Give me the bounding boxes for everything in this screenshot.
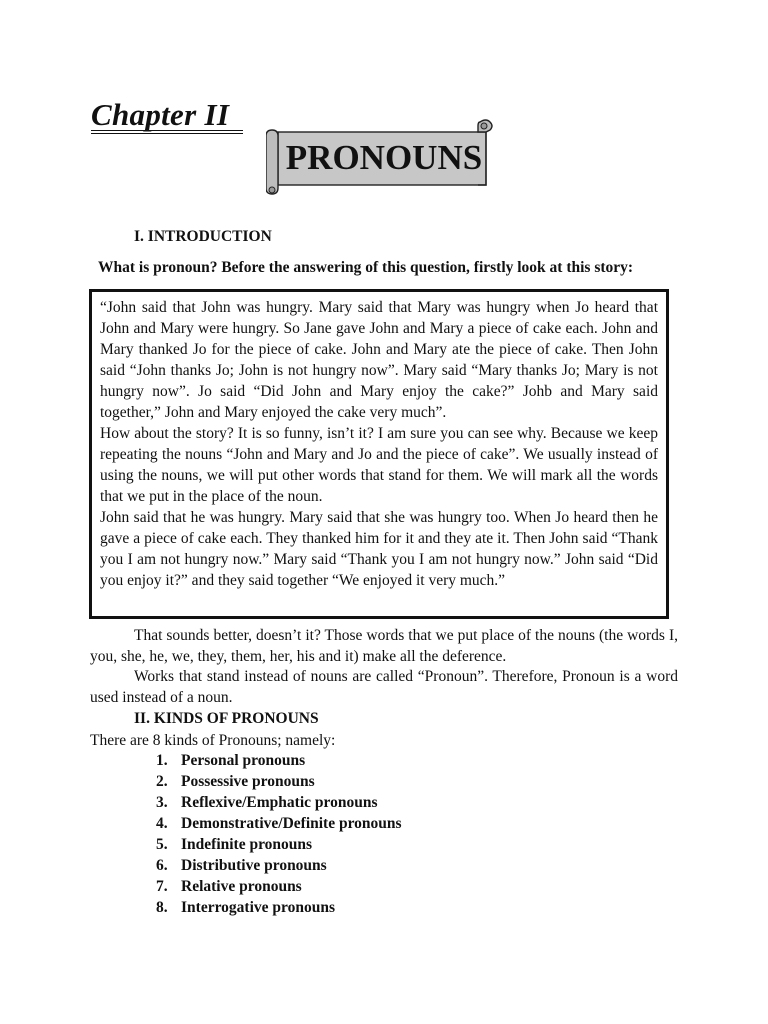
body-paragraph-1: That sounds better, doesn’t it? Those words that we put place of the nouns (the words I, you, she, he, we, they, them, her, his and it) make all the deference. <box>90 627 678 665</box>
story-box <box>89 289 669 619</box>
list-item-label: Distributive pronouns <box>181 857 327 874</box>
list-item-number: 5. <box>156 836 168 853</box>
list-item-number: 4. <box>156 815 168 832</box>
list-item-number: 7. <box>156 878 168 895</box>
list-item-label: Interrogative pronouns <box>181 899 336 916</box>
list-item <box>156 876 402 897</box>
list-item-label: Demonstrative/Definite pronouns <box>181 815 402 832</box>
list-item <box>156 897 402 918</box>
list-item-label: Indefinite pronouns <box>181 836 313 853</box>
list-item <box>156 792 402 813</box>
story-paragraph-2: How about the story? It is so funny, isn’t it? I am sure you can see why. Because we keep repeating the nouns “John and Mary and Jo and the piece of cake”. We usually instead of using the nouns, we will put other words that stand for them. We will mark all the words that we put in the place of the noun. <box>100 425 658 505</box>
list-item-label: Possessive pronouns <box>181 773 315 790</box>
section-heading-kinds: II. KINDS OF PRONOUNS <box>134 710 319 727</box>
chapter-title-underline <box>91 130 243 131</box>
section-heading-introduction: I. INTRODUCTION <box>134 228 272 245</box>
list-item <box>156 750 402 771</box>
story-paragraph-1: “John said that John was hungry. Mary said that Mary was hungry when Jo heard that John and Mary were hungry. So Jane gave John and Mary a piece of cake each. John and Mary thanked Jo for the piece of cake. John and Mary ate the piece of cake. Then John said “John thanks Jo; John is not hungry now”. Mary said “Mary thanks Jo; Mary is not hungry now”. Jo said “Did John and Mary enjoy the cake?” Johb and Mary said together,” John and Mary enjoyed the cake very much”. <box>100 299 658 421</box>
list-item-label: Reflexive/Emphatic pronouns <box>181 794 378 811</box>
chapter-title: Chapter II <box>91 97 230 132</box>
list-item-number: 1. <box>156 752 168 769</box>
body-paragraph-2: Works that stand instead of nouns are called “Pronoun”. Therefore, Pronoun is a word used instead of a noun. <box>90 668 678 706</box>
list-item <box>156 834 402 855</box>
list-item-number: 6. <box>156 857 168 874</box>
list-item-number: 8. <box>156 899 168 916</box>
list-item <box>156 855 402 876</box>
list-item-number: 2. <box>156 773 168 790</box>
scroll-banner-title: PRONOUNS <box>285 138 483 177</box>
list-item-label: Relative pronouns <box>181 878 302 895</box>
kinds-list <box>156 750 402 918</box>
story-paragraph-3: John said that he was hungry. Mary said that she was hungry too. When Jo heard then he gave a piece of cake each. They thanked him for it and they ate it. Then John said “Thank you I am not hungry now.” Mary said “Thank you I am not hungry now.” John said “Did you enjoy it?” and they said together “We enjoyed it very much.” <box>100 509 658 589</box>
list-item-label: Personal pronouns <box>181 752 306 769</box>
list-item <box>156 771 402 792</box>
chapter-title-underline-second <box>91 133 243 134</box>
list-item-number: 3. <box>156 794 168 811</box>
title-scroll-banner <box>266 118 494 198</box>
list-item <box>156 813 402 834</box>
intro-question: What is pronoun? Before the answering of this question, firstly look at this story: <box>98 259 634 276</box>
kinds-intro: There are 8 kinds of Pronouns; namely: <box>90 732 336 749</box>
